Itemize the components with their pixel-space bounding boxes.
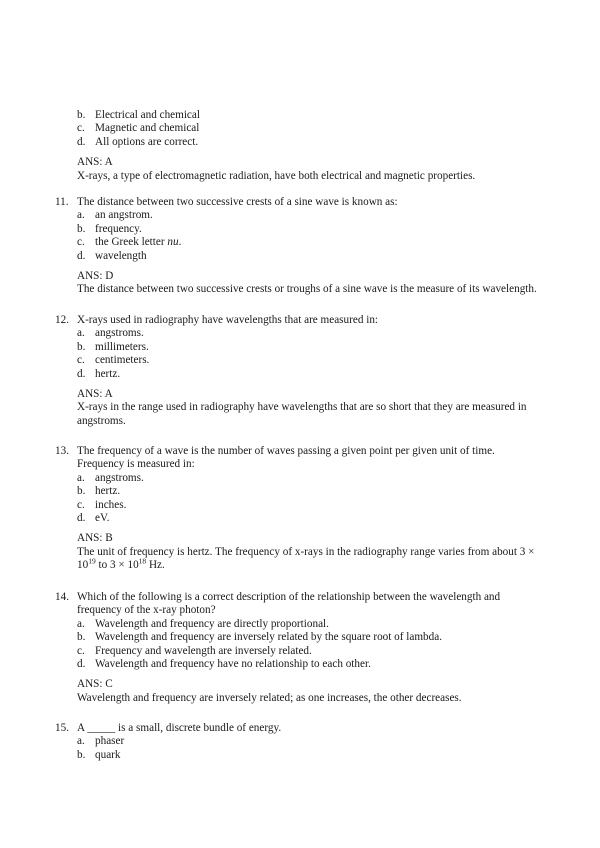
option-a: a. Wavelength and frequency are directly proportional.: [77, 617, 329, 630]
answer-label: ANS: A: [77, 388, 113, 401]
answer-explanation: X-rays in the range used in radiography have wavelengths that are so short that they are measured in angstroms.: [77, 401, 527, 427]
option-c: c. Magnetic and chemical: [77, 122, 200, 135]
answer-explanation: Wavelength and frequency are inversely related; as one increases, the other decreases.: [77, 691, 462, 704]
option-c: c. centimeters.: [77, 354, 150, 367]
answer-label: ANS: B: [77, 532, 113, 545]
option-c: c. the Greek letter nu.: [77, 236, 182, 249]
option-d: d. hertz.: [77, 367, 121, 380]
question-stem: 13. The frequency of a wave is the number of waves passing a given point per given unit of time. Frequency is measured in:: [55, 445, 495, 471]
question-number: 11.: [55, 196, 69, 208]
option-d: d. All options are correct.: [77, 135, 199, 148]
option-c: c. Frequency and wavelength are inversely related.: [77, 644, 312, 657]
question-14: [55, 591, 585, 705]
option-b: b. hertz.: [77, 485, 121, 498]
question-stem: 14. Which of the following is a correct description of the relationship between the wavelength and frequency of the x-ray photon?: [55, 591, 501, 617]
question-number: 12.: [55, 314, 69, 326]
option-c: c. inches.: [77, 498, 127, 511]
option-d: d. eV.: [77, 512, 110, 525]
question-stem: 11. The distance between two successive crests of a sine wave is known as:: [55, 196, 398, 208]
question-10-continuation: [55, 109, 585, 183]
option-a: a. phaser: [77, 735, 125, 748]
option-b: b. millimeters.: [77, 340, 149, 353]
answer-explanation: The unit of frequency is hertz. The frequency of x-rays in the radiography range varies from about 3 × $10^{19}$ to $3 \times 10^{18}$ Hz.: [77, 545, 535, 572]
question-11: [55, 196, 585, 297]
question-number: 13.: [55, 445, 69, 457]
option-a: a. angstroms.: [77, 471, 144, 484]
question-12: [55, 314, 585, 428]
answer-label: ANS: D: [77, 270, 114, 283]
question-15: [55, 722, 585, 762]
answer-label: ANS: A: [77, 156, 113, 169]
question-13: [55, 445, 585, 573]
answer-explanation: X-rays, a type of electromagnetic radiation, have both electrical and magnetic properties.: [77, 169, 476, 182]
question-number: 15.: [55, 722, 69, 734]
option-b: b. Wavelength and frequency are inversely related by the square root of lambda.: [77, 631, 443, 644]
answer-explanation: The distance between two successive crests or troughs of a sine wave is the measure of its wavelength.: [77, 283, 537, 296]
option-b: b. Electrical and chemical: [77, 109, 200, 121]
question-stem: 12. X-rays used in radiography have wavelengths that are measured in:: [55, 314, 379, 326]
option-d: d. wavelength: [77, 249, 147, 262]
option-d: d. Wavelength and frequency have no relationship to each other.: [77, 658, 371, 671]
option-b: b. frequency.: [77, 222, 142, 235]
answer-label: ANS: C: [77, 678, 113, 691]
option-b: b. quark: [77, 748, 121, 761]
question-stem: 15. A _____ is a small, discrete bundle of energy.: [55, 722, 282, 734]
option-a: a. angstroms.: [77, 327, 144, 340]
question-number: 14.: [55, 591, 69, 603]
option-a: a. an angstrom.: [77, 209, 153, 222]
